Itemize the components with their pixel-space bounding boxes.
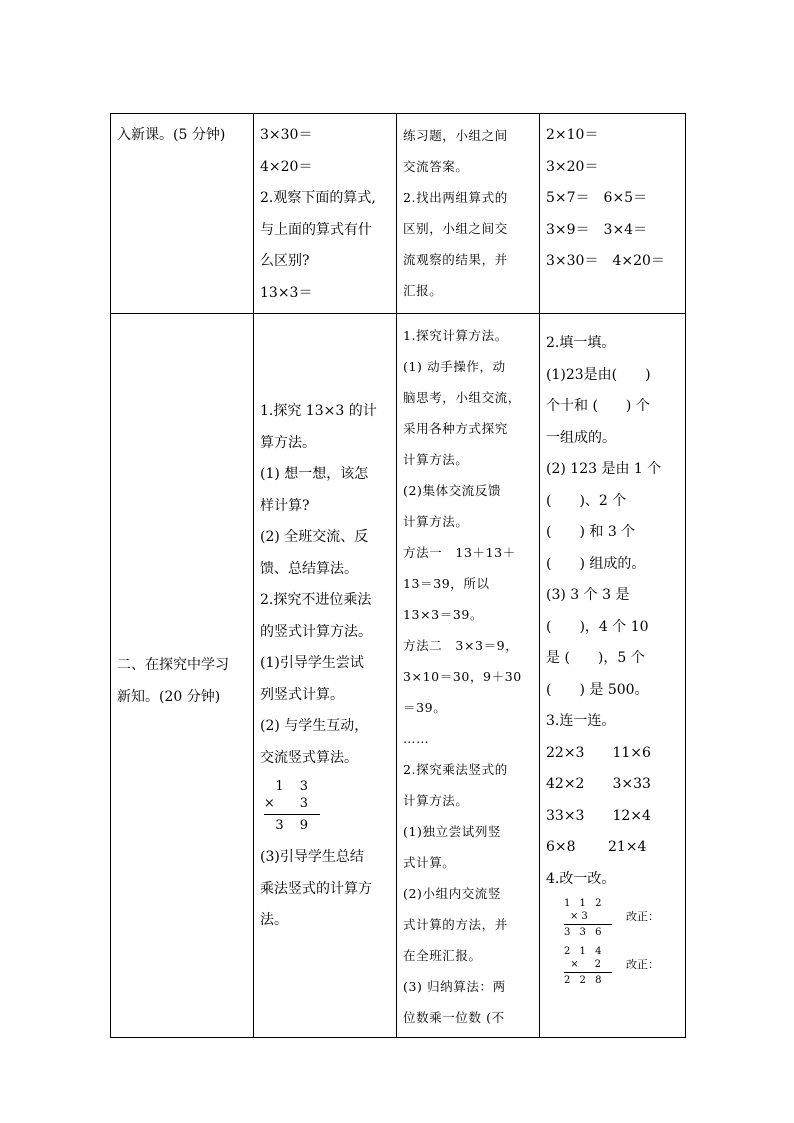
teacher-line: (3)引导学生总结 [260,849,364,865]
student-line: 汇报。 [403,283,443,298]
fix-problem-2 [564,945,680,987]
fix1-result: 3 3 6 [564,927,605,938]
practice-line: 33×3 12×4 [546,807,651,824]
practice-line: (3) 3 个 3 是 [546,587,630,603]
student-line: 方法二 3×3＝9， [403,638,519,653]
teacher-line: 2.探究不进位乘法 [260,592,372,608]
student-line: 在全班汇报。 [403,948,482,963]
fix1-line [564,924,612,925]
practice-line: 个十和 ( ) 个 [546,398,650,414]
teacher-line: 么区别? [260,253,310,269]
student-line: 1.探究计算方法。 [403,328,508,343]
vertical-result: 3 9 [275,818,314,833]
student-line: (1) 动手操作，动 [403,359,506,374]
practice-line: 是 ( )，5 个 [546,650,645,666]
practice-line: ( ) 和 3 个 [546,524,636,540]
lesson-plan-table [110,113,686,1038]
practice-line: ( )、2 个 [546,492,627,509]
teacher-line: 馈、总结算法。 [260,560,358,577]
teacher-line: 算方法。 [260,434,316,451]
practice-line: 6×8 21×4 [546,839,647,855]
practice-line: (1)23是由( ) [546,366,651,383]
student-line: 交流答案。 [403,159,469,174]
practice-line: (2) 123 是由 1 个 [546,461,662,477]
practice-line: 3.连一连。 [546,713,616,729]
student-line: 式计算。 [403,855,456,870]
student-line: (2)小组内交流竖 [403,886,502,901]
fix-problem-1 [564,897,680,939]
teacher-line: 与上面的算式有什 [260,221,372,238]
fix2-top: 2 1 4 [564,946,605,957]
table-row [111,314,686,1038]
student-line: 计算方法。 [403,514,469,529]
stage-cell [111,114,254,314]
teacher-line: (1)引导学生尝试 [260,655,364,671]
teacher-cell [254,314,397,1038]
student-cell [397,114,540,314]
fix1-top: 1 1 2 [564,898,605,909]
student-line: 2.探究乘法竖式的 [403,762,508,777]
fix2-line [564,972,612,973]
practice-line: 3×20＝ [546,158,599,175]
student-line: 位数乘一位数 (不 [403,1010,505,1025]
teacher-line: 1.探究 13×3 的计 [260,403,377,419]
student-line: 2.找出两组算式的 [403,190,508,205]
stage-text: 入新课。(5 分钟) [117,127,226,143]
stage-line: 新知。(20 分钟) [117,688,221,705]
teacher-line: 4×20＝ [260,158,313,175]
practice-cell [540,114,686,314]
teacher-line: 3×30＝ [260,127,313,143]
student-line: 计算方法。 [403,452,469,467]
student-line: ＝39。 [403,700,447,715]
teacher-cell [254,114,397,314]
student-cell [397,314,540,1038]
practice-line: 42×2 3×33 [546,776,651,792]
teacher-line: 2.观察下面的算式, [260,190,376,206]
vertical-top: 1 3 [275,779,314,794]
student-line: (1)独立尝试列竖 [403,824,502,839]
stage-line: 二、在探究中学习 [117,657,229,673]
teacher-line: 法。 [260,912,288,928]
practice-line: 一组成的。 [546,429,616,446]
practice-line: ( )，4 个 10 [546,618,649,635]
fix2-result: 2 2 8 [564,975,605,986]
practice-line: 2×10＝ [546,127,599,143]
student-line: (3) 归纳算法：两 [403,979,506,994]
student-line: 采用各种方式探究 [403,421,508,436]
practice-line: 4.改一改。 [546,870,616,887]
student-line: 方法一 13＋13＋ [403,545,516,560]
practice-line: 2.填一填。 [546,335,616,351]
stage-cell [111,314,254,1038]
student-line: 流观察的结果，并 [403,252,508,267]
practice-line: 5×7＝ 6×5＝ [546,190,648,206]
fix1-note: 改正： [626,910,659,923]
vertical-calculation [264,778,391,834]
teacher-line: 乘法竖式的计算方 [260,880,372,897]
student-line: 13×3＝39。 [403,607,484,622]
teacher-line: 交流竖式算法。 [260,749,358,766]
teacher-line: (2) 与学生互动， [260,718,369,734]
fix1-multiplier: ×3 [570,911,591,922]
teacher-line: 列竖式计算。 [260,686,344,703]
student-line: 3×10＝30，9＋30 [403,669,522,684]
student-line: 区别，小组之间交 [403,221,508,236]
practice-line: 3×30＝ 4×20＝ [546,253,665,269]
student-line: …… [403,731,430,746]
teacher-line: (2) 全班交流、反 [260,529,369,545]
fix2-multiplier: × 2 [570,959,604,970]
student-line: 计算方法。 [403,793,469,808]
practice-cell [540,314,686,1038]
practice-line: ( ) 是 500。 [546,681,649,698]
student-line: 脑思考，小组交流， [403,390,521,405]
fix2-note: 改正： [626,958,659,971]
table-row [111,114,686,314]
teacher-line: 13×3＝ [260,284,313,301]
practice-line: ( ) 组成的。 [546,555,646,572]
practice-line: 3×9＝ 3×4＝ [546,221,648,238]
practice-line: 22×3 11×6 [546,744,651,761]
student-line: 式计算的方法，并 [403,917,508,932]
teacher-line: 的竖式计算方法。 [260,623,372,640]
teacher-line: (1) 想一想，该怎 [260,466,369,482]
vertical-multiplier: × 3 [263,796,314,811]
vertical-line [264,814,320,815]
student-line: (2)集体交流反馈 [403,483,502,498]
student-line: 13＝39，所以 [403,576,490,591]
student-line: 练习题，小组之间 [403,128,508,143]
teacher-line: 样计算? [260,497,310,514]
